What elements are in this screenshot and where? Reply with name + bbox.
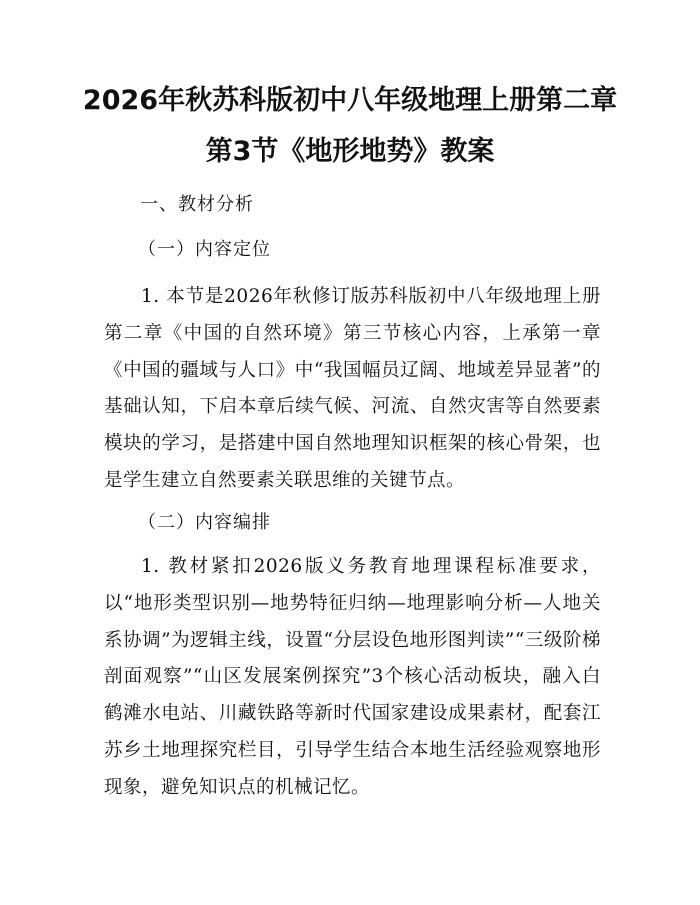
subsection-heading-content-arrangement: （二）内容编排 (138, 512, 271, 533)
paragraph-content-positioning: 1. 本节是2026年秋修订版苏科版初中八年级地理上册第二章《中国的自然环境》第三节核心内容，上承第一章《中国的疆域与人口》中“我国幅员辽阔、地域差异显著”的基础认知，下启本章后续气候、河流、自然灾害等自然要素模块的学习，是搭建中国自然地理知识框架的核心骨架，也是学生建立自然要素关联思维的关键节点。 (104, 286, 601, 491)
section-heading-textbook-analysis: 一、教材分析 (140, 194, 254, 215)
document-title-line-2: 第3节《地形地势》教案 (205, 136, 495, 167)
subsection-heading-content-positioning: （一）内容定位 (138, 239, 271, 260)
paragraph-content-arrangement: 1. 教材紧扣2026版义务教育地理课程标准要求，以“地形类型识别—地势特征归纳—地理影响分析—人地关系协调”为逻辑主线，设置“分层设色地形图判读”“三级阶梯剖面观察”“山区发展案例探究”3个核心活动板块，融入白鹤滩水电站、川藏铁路等新时代国家建设成果素材，配套江苏乡土地理探究栏目，引导学生结合本地生活经验观察地形现象，避免知识点的机械记忆。 (104, 556, 601, 798)
document-title-line-1: 2026年秋苏科版初中八年级地理上册第二章 (82, 85, 618, 116)
